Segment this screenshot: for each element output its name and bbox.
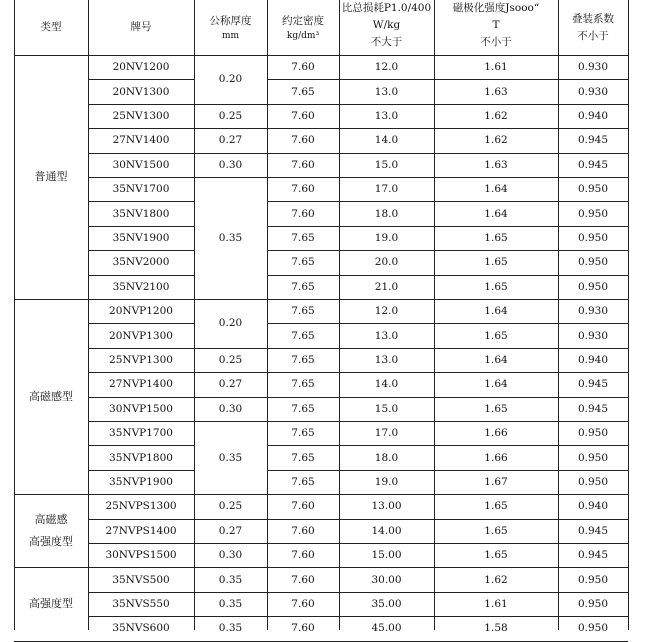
grade-cell: 35NV1700 — [112, 183, 170, 196]
header-thickness-line: mm — [221, 31, 240, 41]
grid-hline — [14, 641, 628, 642]
loss-cell: 19.0 — [374, 231, 399, 244]
loss-cell: 18.0 — [374, 207, 399, 220]
header-loss — [339, 0, 434, 55]
polarization-cell: 1.65 — [484, 402, 508, 415]
loss-cell: 18.0 — [374, 451, 399, 464]
polarization-cell: 1.65 — [484, 231, 508, 244]
stacking-cell: 0.940 — [577, 109, 609, 122]
loss-cell: 13.0 — [374, 85, 399, 98]
density-cell: 7.65 — [291, 85, 315, 98]
polarization-cell: 1.66 — [484, 427, 508, 440]
stacking-cell: 0.930 — [577, 305, 609, 318]
grade-cell: 35NVS600 — [112, 622, 170, 635]
grade-cell: 35NV1900 — [112, 231, 170, 244]
stacking-cell: 0.945 — [577, 524, 609, 537]
density-cell: 7.65 — [291, 280, 315, 293]
header-density-line: 约定密度 — [282, 15, 324, 27]
grade-cell: 25NVPS1300 — [105, 500, 177, 513]
stacking-cell: 0.940 — [577, 500, 609, 513]
header-stacking-line: 不小于 — [577, 29, 609, 42]
group-label-line: 高磁感型 — [29, 389, 73, 403]
group-label-line: 高磁感 — [34, 512, 68, 526]
density-cell: 7.65 — [291, 305, 315, 318]
thickness-cell: 0.35 — [218, 451, 243, 464]
stacking-cell: 0.950 — [577, 475, 609, 488]
stacking-cell: 0.945 — [577, 402, 609, 415]
density-cell: 7.65 — [291, 402, 315, 415]
stacking-cell: 0.950 — [577, 256, 609, 269]
group-label-line: 高强度型 — [29, 596, 73, 610]
polarization-cell: 1.61 — [484, 597, 508, 610]
stacking-cell: 0.950 — [577, 183, 609, 196]
loss-cell: 14.00 — [371, 524, 402, 537]
thickness-cell: 0.27 — [218, 378, 243, 391]
stacking-cell: 0.950 — [577, 427, 609, 440]
group-label-line: 普通型 — [34, 170, 68, 183]
density-cell: 7.60 — [291, 622, 315, 635]
polarization-cell: 1.58 — [484, 622, 508, 635]
loss-cell: 17.0 — [374, 427, 399, 440]
grade-cell: 27NV1400 — [112, 134, 170, 147]
density-cell: 7.65 — [291, 451, 315, 464]
thickness-cell: 0.35 — [218, 597, 243, 610]
polarization-cell: 1.65 — [484, 500, 508, 513]
density-cell: 7.60 — [291, 549, 315, 562]
loss-cell: 14.0 — [374, 134, 399, 147]
polarization-cell: 1.63 — [484, 158, 508, 171]
density-cell: 7.65 — [291, 329, 315, 342]
thickness-cell: 0.25 — [218, 109, 243, 122]
grade-cell: 25NV1300 — [112, 109, 170, 122]
thickness-cell: 0.27 — [218, 134, 243, 147]
stacking-cell: 0.950 — [577, 622, 609, 635]
grade-property-table — [14, 0, 628, 635]
density-cell: 7.60 — [291, 500, 315, 513]
stacking-cell: 0.930 — [577, 329, 609, 342]
stacking-cell: 0.950 — [577, 597, 609, 610]
density-cell: 7.60 — [291, 524, 315, 537]
header-stacking-line: 叠装系数 — [572, 12, 614, 25]
polarization-cell: 1.65 — [484, 280, 508, 293]
loss-cell: 15.0 — [374, 158, 399, 171]
header-polarization-line: 不小于 — [480, 36, 512, 48]
polarization-cell: 1.65 — [484, 256, 508, 269]
polarization-cell: 1.66 — [484, 451, 508, 464]
thickness-cell: 0.25 — [218, 500, 243, 513]
header-polarization-line: T — [492, 19, 500, 31]
thickness-cell: 0.25 — [218, 353, 243, 366]
grade-cell: 20NVP1200 — [109, 305, 173, 318]
loss-cell: 13.0 — [374, 353, 399, 366]
grade-cell: 20NVP1300 — [109, 329, 173, 342]
polarization-cell: 1.63 — [484, 85, 508, 98]
grade-cell: 35NVP1900 — [109, 475, 173, 488]
density-cell: 7.60 — [291, 207, 315, 220]
grade-cell: 35NVS550 — [112, 597, 170, 610]
polarization-cell: 1.64 — [484, 353, 508, 366]
loss-cell: 21.0 — [374, 280, 399, 293]
density-cell: 7.65 — [291, 378, 315, 391]
polarization-cell: 1.64 — [484, 378, 508, 391]
grade-cell: 20NV1300 — [112, 85, 170, 98]
group-label-line: 高强度型 — [29, 534, 73, 548]
density-cell: 7.65 — [291, 427, 315, 440]
group-label — [14, 55, 88, 299]
grade-cell: 30NV1500 — [112, 158, 170, 171]
loss-cell: 20.0 — [374, 256, 399, 269]
stacking-cell: 0.930 — [577, 85, 609, 98]
loss-cell: 12.0 — [374, 61, 399, 74]
polarization-cell: 1.61 — [484, 61, 508, 74]
polarization-cell: 1.62 — [484, 109, 508, 122]
density-cell: 7.65 — [291, 475, 315, 488]
loss-cell: 45.00 — [371, 622, 402, 635]
grid-vline — [628, 0, 629, 630]
grade-cell: 25NVP1300 — [109, 353, 173, 366]
polarization-cell: 1.64 — [484, 305, 508, 318]
loss-cell: 13.0 — [374, 109, 399, 122]
polarization-cell: 1.65 — [484, 329, 508, 342]
grade-cell: 20NV1200 — [112, 61, 170, 74]
header-polarization-line: 磁极化强度Jsooo“ — [452, 2, 540, 14]
density-cell: 7.60 — [291, 109, 315, 122]
loss-cell: 17.0 — [374, 183, 399, 196]
thickness-cell: 0.20 — [218, 317, 243, 330]
group-label — [14, 494, 88, 567]
polarization-cell: 1.65 — [484, 524, 508, 537]
density-cell: 7.65 — [291, 256, 315, 269]
density-cell: 7.60 — [291, 573, 315, 586]
grade-cell: 35NVS500 — [112, 573, 170, 586]
stacking-cell: 0.945 — [577, 158, 609, 171]
loss-cell: 15.00 — [371, 549, 402, 562]
stacking-cell: 0.930 — [577, 61, 609, 74]
stacking-cell: 0.950 — [577, 231, 609, 244]
stacking-cell: 0.950 — [577, 280, 609, 293]
header-loss-line: 不大于 — [370, 36, 403, 48]
thickness-cell: 0.20 — [218, 73, 243, 86]
stacking-cell: 0.950 — [577, 207, 609, 220]
density-cell: 7.60 — [291, 183, 315, 196]
thickness-cell: 0.35 — [218, 232, 243, 244]
stacking-cell: 0.945 — [577, 134, 609, 147]
thickness-cell: 0.35 — [218, 573, 243, 586]
stacking-cell: 0.950 — [577, 573, 609, 586]
polarization-cell: 1.65 — [484, 549, 508, 562]
header-loss-line: 比总损耗P1.0/400 — [341, 2, 432, 14]
thickness-cell: 0.27 — [218, 524, 243, 537]
polarization-cell: 1.64 — [484, 183, 508, 196]
polarization-cell: 1.64 — [484, 207, 508, 220]
loss-cell: 13.0 — [374, 329, 399, 342]
stacking-cell: 0.940 — [577, 353, 609, 366]
header-thickness-line: 公称厚度 — [209, 15, 252, 27]
thickness-cell: 0.35 — [218, 622, 243, 635]
group-label — [14, 299, 88, 494]
grade-cell: 30NVP1500 — [109, 402, 173, 415]
grade-cell: 35NV2100 — [112, 280, 170, 293]
grade-cell: 27NVP1400 — [109, 378, 173, 391]
grade-cell: 35NVP1800 — [109, 451, 173, 464]
header-type: 类型 — [40, 21, 62, 33]
header-stacking — [558, 0, 628, 55]
header-loss-line: W/kg — [372, 19, 401, 31]
density-cell: 7.65 — [291, 231, 315, 244]
loss-cell: 35.00 — [371, 597, 402, 610]
thickness-cell: 0.30 — [218, 158, 243, 171]
grade-cell: 35NV1800 — [112, 207, 170, 220]
density-cell: 7.60 — [291, 134, 315, 147]
header-grade: 牌号 — [130, 21, 152, 33]
header-polarization — [434, 0, 558, 55]
loss-cell: 14.0 — [374, 378, 399, 391]
stacking-cell: 0.945 — [577, 549, 609, 562]
loss-cell: 30.00 — [371, 573, 402, 586]
stacking-cell: 0.950 — [577, 451, 609, 464]
header-thickness — [194, 0, 267, 55]
thickness-cell: 0.30 — [218, 549, 243, 562]
loss-cell: 15.0 — [374, 402, 399, 415]
stacking-cell: 0.945 — [577, 378, 609, 391]
polarization-cell: 1.62 — [484, 573, 508, 586]
polarization-cell: 1.62 — [484, 134, 508, 147]
density-cell: 7.60 — [291, 158, 315, 171]
grade-cell: 35NVP1700 — [109, 427, 173, 440]
density-cell: 7.65 — [291, 353, 315, 366]
loss-cell: 19.0 — [374, 475, 399, 488]
grade-cell: 35NV2000 — [112, 256, 170, 269]
thickness-cell: 0.30 — [218, 402, 243, 415]
grade-cell: 30NVPS1500 — [105, 549, 177, 562]
loss-cell: 12.0 — [374, 305, 399, 318]
polarization-cell: 1.67 — [484, 475, 508, 488]
grade-cell: 27NVPS1400 — [105, 524, 177, 537]
header-density-line: kg/dm³ — [286, 31, 320, 41]
density-cell: 7.60 — [291, 597, 315, 610]
header-density — [267, 0, 339, 55]
loss-cell: 13.00 — [371, 500, 402, 513]
density-cell: 7.60 — [291, 61, 315, 74]
